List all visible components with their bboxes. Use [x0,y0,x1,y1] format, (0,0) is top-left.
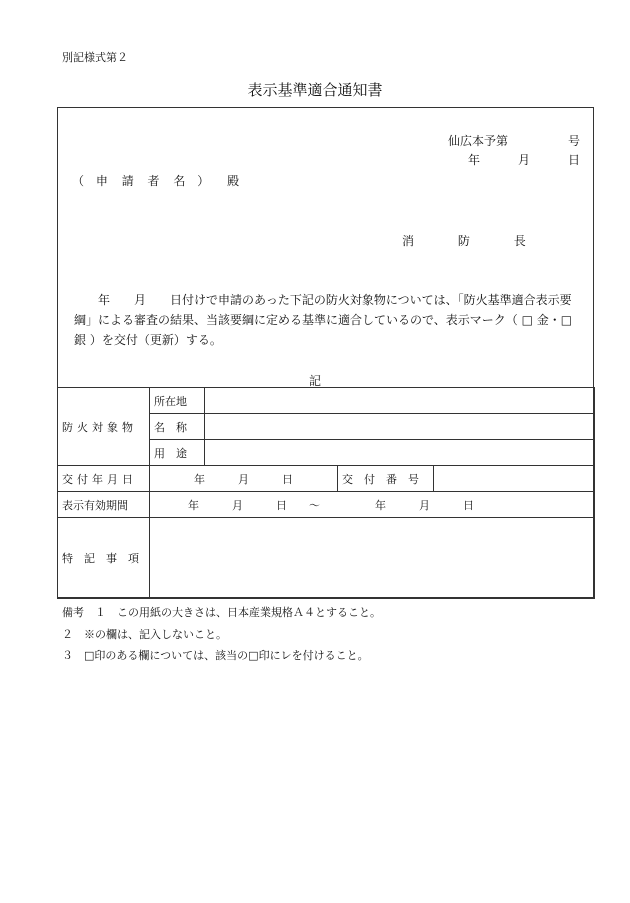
remark-1: 備考 １ この用紙の大きさは、日本産業規格Ａ４とすること。 [62,606,381,619]
validity-label: 表示有効期間 [58,492,150,518]
issue-number-value [434,466,595,492]
table-row [58,466,595,492]
applicant-addressee [72,172,239,189]
remark-2: ２ ※の欄は、記入しないこと。 [62,628,227,641]
applicant-char: 申 [95,174,108,188]
applicant-char: ） [197,174,210,188]
applicant-char: （ [72,174,85,188]
issue-date-label: 交付年月日 [58,466,150,492]
applicant-char: 請 [121,174,134,188]
name-label: 名 称 [150,414,205,440]
honorific: 殿 [227,174,240,188]
location-label: 所在地 [150,388,205,414]
use-value [205,440,595,466]
sender-fire-chief [402,232,526,249]
notification-body: 年 月 日付けで申請のあった下記の防火対象物については、「防火基準適合表示要綱」による審査の結果、当該要綱に定める基準に適合しているので、表示マーク（ □ 金・□ 銀 ）を交付（更新）する。 [74,293,573,347]
applicant-char: 名 [173,174,186,188]
date-day: 日 [567,153,580,167]
issue-date-value: 年 月 日 [150,466,338,492]
letter-number-suffix: 号 [567,134,580,148]
date-month: 月 [517,153,530,167]
details-table [57,387,595,599]
notes-value [150,518,595,599]
date-year: 年 [467,153,480,167]
letter-date-line [468,151,580,168]
sender-char: 長 [513,234,526,248]
table-row [58,388,595,414]
table-row [58,492,595,518]
form-number-label: 別記様式第２ [62,51,128,64]
remark-3: ３ □印のある欄については、該当の□印にレを付けること。 [62,649,369,662]
document-title: 表示基準適合通知書 [247,81,383,99]
building-label: 防火対象物 [58,388,150,466]
sender-char: 防 [457,234,470,248]
validity-value: 年 月 日 〜 年 月 日 [150,492,595,518]
location-value [205,388,595,414]
letter-number-line [448,132,580,149]
table-row [58,518,595,599]
sender-char: 消 [402,234,415,248]
letter-number-prefix: 仙広本予第 [447,134,508,148]
issue-number-label: 交 付 番 号 [338,466,434,492]
notes-label: 特 記 事 項 [58,518,150,599]
ki-heading: 記 [308,374,321,388]
name-value [205,414,595,440]
use-label: 用 途 [150,440,205,466]
applicant-char: 者 [147,174,160,188]
